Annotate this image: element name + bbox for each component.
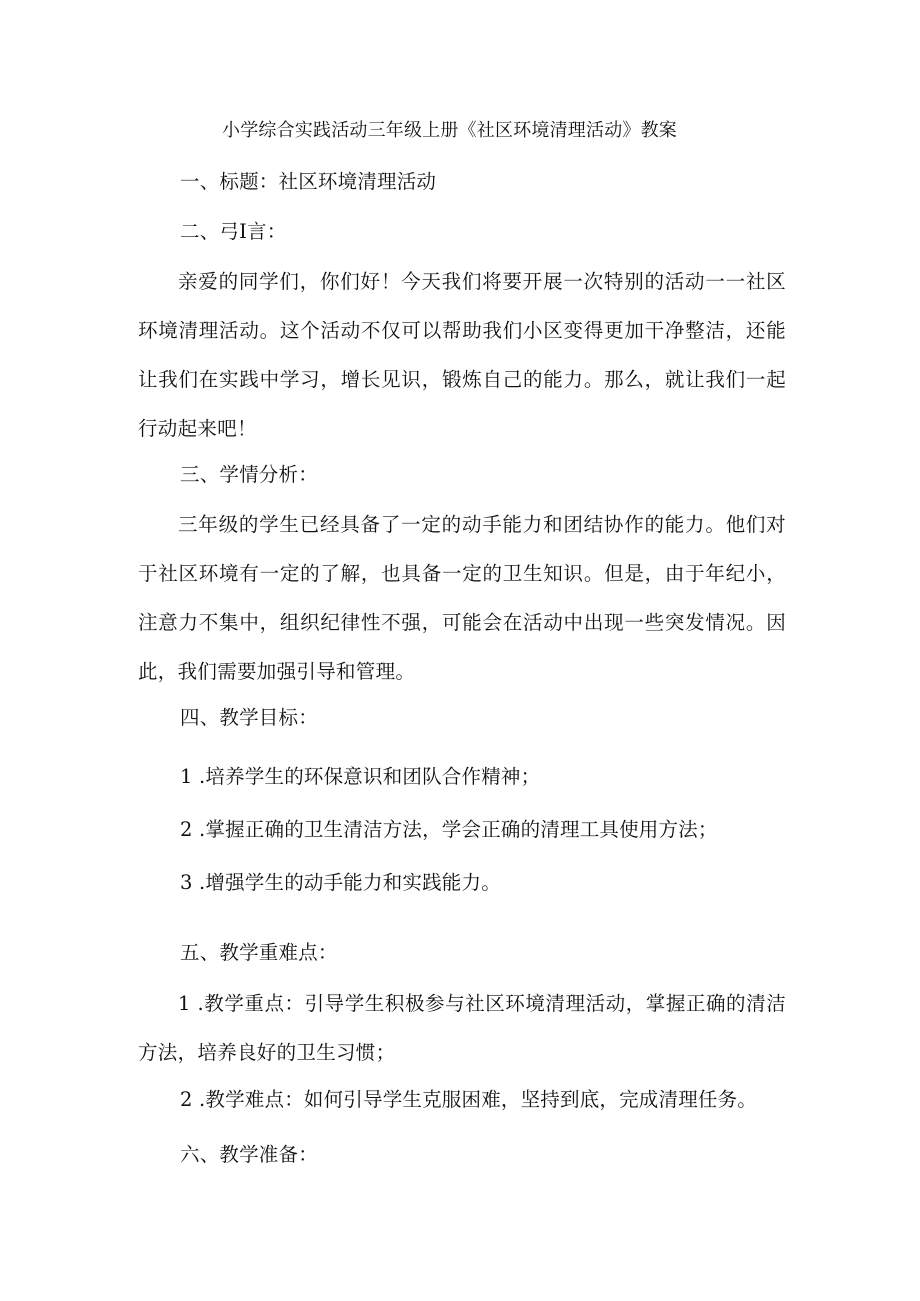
section-heading-intro: 二、弓I言： <box>180 220 287 243</box>
document-title: 小学综合实践活动三年级上册《社区环境清理活动》教案 <box>222 120 677 141</box>
section-heading-goals: 四、教学目标： <box>180 706 318 729</box>
goal-item-2: 2 .掌握正确的卫生清洁方法，学会正确的清理工具使用方法； <box>180 818 718 841</box>
section-heading-key-points: 五、教学重难点： <box>180 941 338 964</box>
goal-item-1: 1 .培养学生的环保意识和团队合作精神； <box>180 765 541 788</box>
goal-item-3: 3 .增强学生的动手能力和实践能力。 <box>180 871 501 894</box>
analysis-paragraph: 三年级的学生已经具备了一定的动手能力和团结协作的能力。他们对于社区环境有一定的了解，也具备一定的卫生知识。但是，由于年纪小，注意力不集中，组织纪律性不强，可能会在活动中出现一些突发情况。因此，我们需要加强引导和管理。 <box>138 513 786 683</box>
section-heading-title: 一、标题：社区环境清理活动 <box>180 170 437 193</box>
intro-paragraph: 亲爱的同学们，你们好！今天我们将要开展一次特别的活动一一社区环境清理活动。这个活动不仅可以帮助我们小区变得更加干净整洁，还能让我们在实践中学习，增长见识，锻炼自己的能力。那么，就让我们一起行动起来吧！ <box>138 270 786 440</box>
section-heading-preparation: 六、教学准备： <box>180 1143 318 1166</box>
key-point-paragraph: 1 .教学重点：引导学生积极参与社区环境清理活动，掌握正确的清洁方法，培养良好的卫生习惯； <box>138 992 786 1064</box>
section-heading-analysis: 三、学情分析： <box>180 463 318 486</box>
difficulty-item: 2 .教学难点：如何引导学生克服困难，坚持到底，完成清理任务。 <box>180 1088 758 1111</box>
